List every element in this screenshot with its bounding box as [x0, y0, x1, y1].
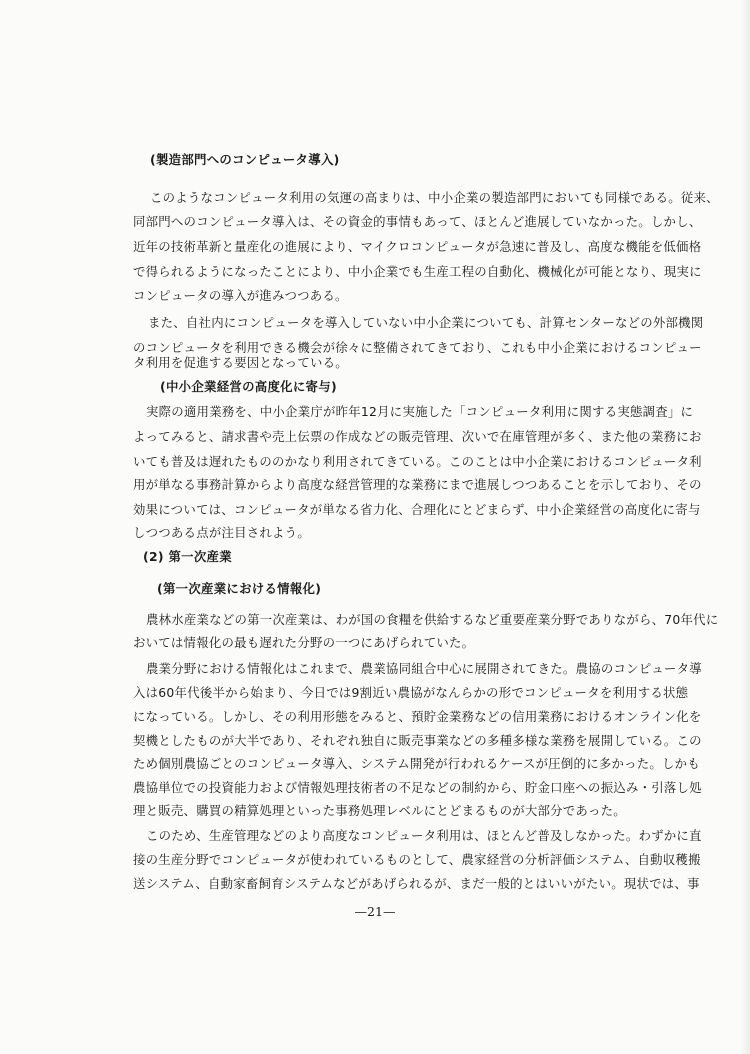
paragraph-line: 契機としたものが大半であり、それぞれ独自に販売事業などの多種多様な業務を展開している。この	[133, 733, 702, 748]
paragraph-line: 効果については、コンピュータが単なる省力化、合理化にとどまらず、中小企業経営の高度化に寄与	[133, 502, 701, 517]
paragraph-line: コンピュータの導入が進みつつある。	[133, 288, 348, 303]
paragraph-line: 用が単なる事務計算からより高度な経営管理的な業務にまで進展しつつあることを示しており、その	[133, 477, 702, 492]
paragraph-line: になっている。しかし、その利用形態をみると、預貯金業務などの信用業務におけるオンライン化を	[133, 709, 702, 724]
paragraph-line: 近年の技術革新と量産化の進展により、マイクロコンピュータが急速に普及し、高度な機能を低価格	[133, 239, 702, 254]
paragraph-line: よってみると、請求書や売上伝票の作成などの販売管理、次いで在庫管理が多く、また他の業務にお	[133, 429, 702, 444]
paragraph-line: このため、生産管理などのより高度なコンピュータ利用は、ほとんど普及しなかった。わずかに直	[146, 828, 702, 843]
paragraph-line: 送システム、自動家畜飼育システムなどがあげられるが、まだ一般的とはいいがたい。現状では、事	[133, 876, 700, 891]
paragraph-line: のコンピュータを利用できる機会が徐々に整備されてきており、これも中小企業におけるコンピュー	[133, 340, 702, 355]
paragraph-line: 農協単位での投資能力および情報処理技術者の不足などの制約から、貯金口座への振込み・引落し処	[133, 780, 702, 795]
paragraph-line: おいては情報化の最も遅れた分野の一つにあげられていた。	[133, 635, 475, 650]
scan-edge-shadow	[740, 0, 750, 1054]
paragraph-line: 入は60年代後半から始まり、今日では9割近い農協がなんらかの形でコンピュータを利用する状態	[133, 685, 689, 700]
heading-management: (中小企業経営の高度化に寄与)	[160, 379, 337, 394]
paragraph-line: また、自社内にコンピュータを導入していない中小企業についても、計算センターなどの外部機関	[148, 315, 704, 330]
paragraph-line: 実際の適用業務を、中小企業庁が昨年12月に実施した「コンピュータ利用に関する実態調査」に	[146, 404, 694, 419]
heading-manufacturing: (製造部門へのコンピュータ導入)	[150, 152, 340, 167]
paragraph-line: 接の生産分野でコンピュータが使われているものとして、農家経営の分析評価システム、自動収穫搬	[133, 852, 701, 867]
paragraph-line: 同部門へのコンピュータ導入は、その資金的事情もあって、ほとんど進展していなかった。しかし、	[133, 214, 702, 229]
paragraph-line: 農業分野における情報化はこれまで、農業協同組合中心に展開されてきた。農協のコンピュータ導	[146, 661, 702, 676]
paragraph-line: ため個別農協ごとのコンピュータ導入、システム開発が行われるケースが圧倒的に多かった。しかも	[133, 756, 700, 771]
paragraph-line: しつつある点が注目されよう。	[133, 525, 310, 540]
paragraph-line: いても普及は遅れたもののかなり利用されてきている。このことは中小企業におけるコンピュータ利	[133, 454, 702, 469]
paragraph-line: 農林水産業などの第一次産業は、わが国の食糧を供給するなど重要産業分野でありながら、70年代に	[146, 612, 719, 627]
paragraph-line: タ利用を促進する要因となっている。	[133, 355, 348, 370]
section-title-primary-industry: (2) 第一次産業	[143, 549, 232, 564]
paragraph-line: 理と販売、購買の精算処理といった事務処理レベルにとどまるものが大部分であった。	[133, 803, 626, 818]
paragraph-line: で得られるようになったことにより、中小企業でも生産工程の自動化、機械化が可能となり、現実に	[133, 264, 702, 279]
paragraph-line: このようなコンピュータ利用の気運の高まりは、中小企業の製造部門においても同様である。従来、	[150, 190, 719, 205]
heading-primary-informatization: (第一次産業における情報化)	[157, 581, 322, 596]
page-number: —21—	[354, 904, 396, 919]
